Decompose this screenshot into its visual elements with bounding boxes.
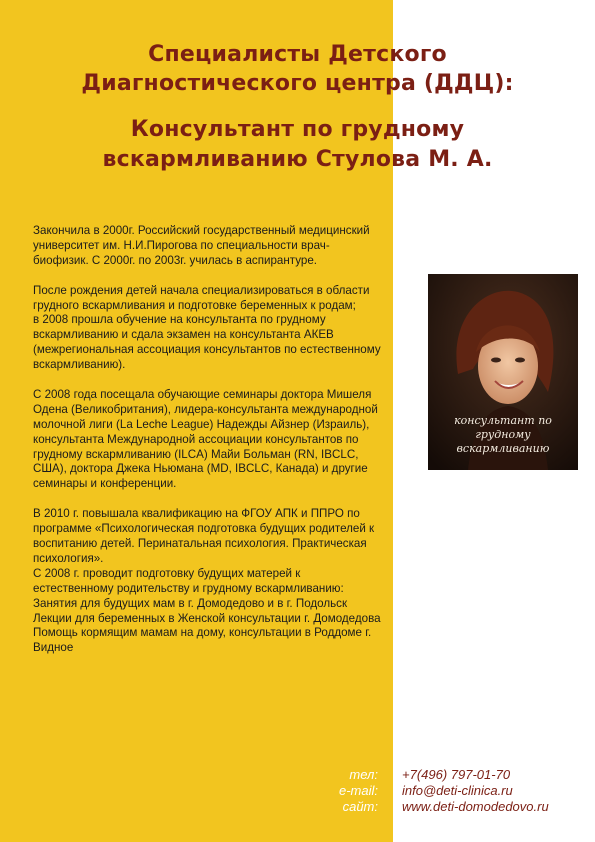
page-heading [0,40,595,175]
phone-label: тел: [349,767,378,782]
title-line-1: Специалисты Детского [148,42,447,67]
bio-akev-training: в 2008 прошла обучение на консультанта по грудному вскармливанию и сдала экзамен на консультанта АКЕВ (межрегиональная ассоциация консультантов по естественному вскармливанию). [33,313,381,372]
bio-preparation: С 2008 г. проводит подготовку будущих матерей к естественному родительству и грудному вскармливанию: [33,566,344,595]
bio-qualification: В 2010 г. повышала квалификацию на ФГОУ АПК и ППРО по программе «Психологическая подготовка будущих родителей к воспитанию детей. Перинатальная психология. Практическая психология». [33,507,375,565]
bio-lectures: Лекции для беременных в Женской консультации г. Домодедова [33,611,381,625]
subtitle [0,115,595,175]
bio-classes: Занятия для будущих мам в г. Домодедово и в г. Подольск [33,596,348,610]
title-line-2: Диагностического центра (ДДЦ): [81,71,514,96]
biography [33,224,383,671]
bio-specialization [33,284,383,373]
photo-caption-line-2: грудному [475,428,531,441]
bio-specialization-start: После рождения детей начала специализироваться в области грудного вскармливания и подготовке беременных к родам; [33,283,370,312]
subtitle-line-1: Консультант по грудному [130,117,465,142]
photo-caption [428,414,578,456]
contact-values [402,767,549,815]
bio-activities [33,507,383,656]
site-link[interactable]: www.deti-domodedovo.ru [402,799,549,814]
consultant-photo [428,274,578,470]
email-label: e-mail: [338,783,378,798]
bio-seminars: С 2008 года посещала обучающие семинары доктора Мишеля Одена (Великобритания), лидера-консультанта международной молочной лиги (La Leche League) Надежды Айзнер (Израиль), консультанта Международной ассоциации консультантов по грудному вскармливанию (ILCA) Майи Больман (RN, IBCLC, США), доктора Джека Ньюмана (MD, IBCLC, Канада) и другие семинары и конференции. [33,387,378,491]
subtitle-line-2: вскармливанию Стулова М. А. [102,147,493,172]
photo-caption-line-3: вскармливанию [456,442,550,455]
site-label: сайт: [342,799,378,814]
email-link[interactable]: info@deti-clinica.ru [402,783,513,798]
phone-number[interactable]: +7(496) 797-01-70 [402,767,511,782]
photo-caption-line-1: консультант по [454,414,552,427]
bio-home-help: Помощь кормящим мамам на дому, консультации в Роддоме г. Видное [33,626,372,655]
bio-education: Закончила в 2000г. Российский государственный медицинский университет им. Н.И.Пирогова по специальности врач-биофизик. С 2000г. по 2003г. училась в аспирантуре. [33,224,370,267]
contact-labels [300,767,378,815]
